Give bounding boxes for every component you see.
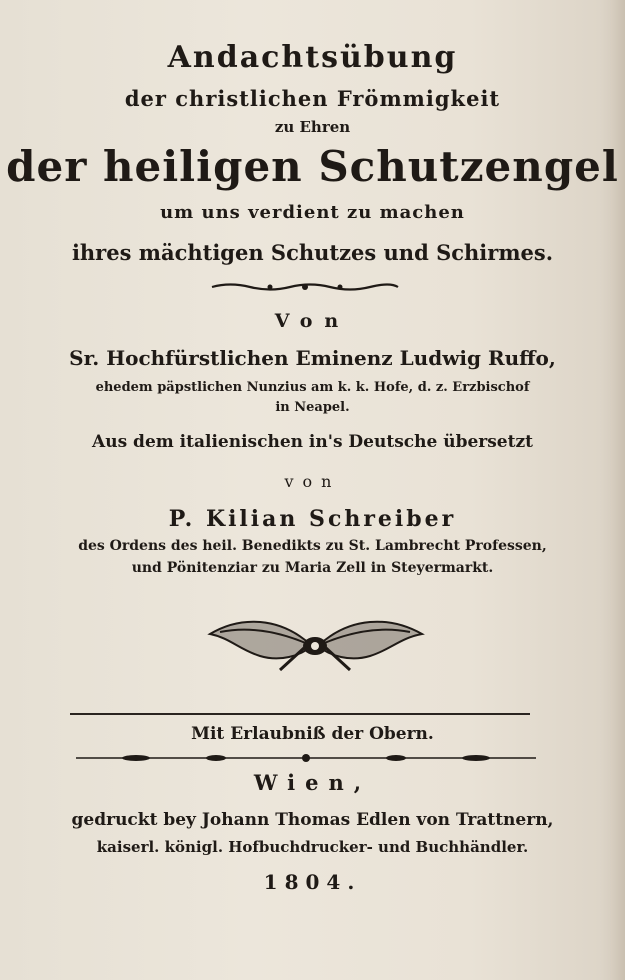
author-name: Sr. Hochfürstlichen Eminenz Ludwig Ruffo, — [69, 346, 556, 370]
title-line-3: zu Ehren — [274, 118, 351, 136]
by-line: Von — [274, 310, 351, 332]
main-title: der heiligen Schutzengel — [6, 142, 619, 191]
title-line-5: um uns verdient zu machen — [160, 202, 465, 223]
by-line-2: von — [284, 472, 341, 491]
author-description-2: in Neapel. — [275, 400, 350, 415]
title-line-6: ihres mächtigen Schutzes und Schirmes. — [71, 240, 554, 265]
permission-note: Mit Erlaubniß der Obern. — [191, 724, 434, 744]
divider-ornament-icon — [210, 280, 400, 294]
author-description-1: ehedem päpstlichen Nunzius am k. k. Hofe, d. z. Erzbischof — [95, 380, 530, 395]
printer-line-1: gedruckt bey Johann Thomas Edlen von Trattnern, — [71, 810, 554, 830]
translator-name: P. Kilian Schreiber — [168, 506, 457, 532]
title-line-1: Andachtsübung — [167, 40, 458, 75]
horizontal-rule — [70, 713, 530, 715]
printer-line-2: kaiserl. königl. Hofbuchdrucker- und Buchhändler. — [96, 838, 529, 856]
translation-note: Aus dem italienischen in's Deutsche übersetzt — [92, 432, 533, 452]
translator-description-1: des Ordens des heil. Benedikts zu St. Lambrecht Professen, — [78, 538, 547, 554]
city: Wien, — [253, 770, 372, 795]
translator-description-2: und Pönitenziar zu Maria Zell in Steyermarkt. — [131, 560, 494, 576]
publication-year: 1804. — [263, 870, 362, 894]
bow-ribbon-ornament-icon — [200, 612, 430, 674]
title-line-2: der christlichen Frömmigkeit — [124, 86, 501, 111]
divider-ornament-icon-2 — [76, 752, 536, 764]
